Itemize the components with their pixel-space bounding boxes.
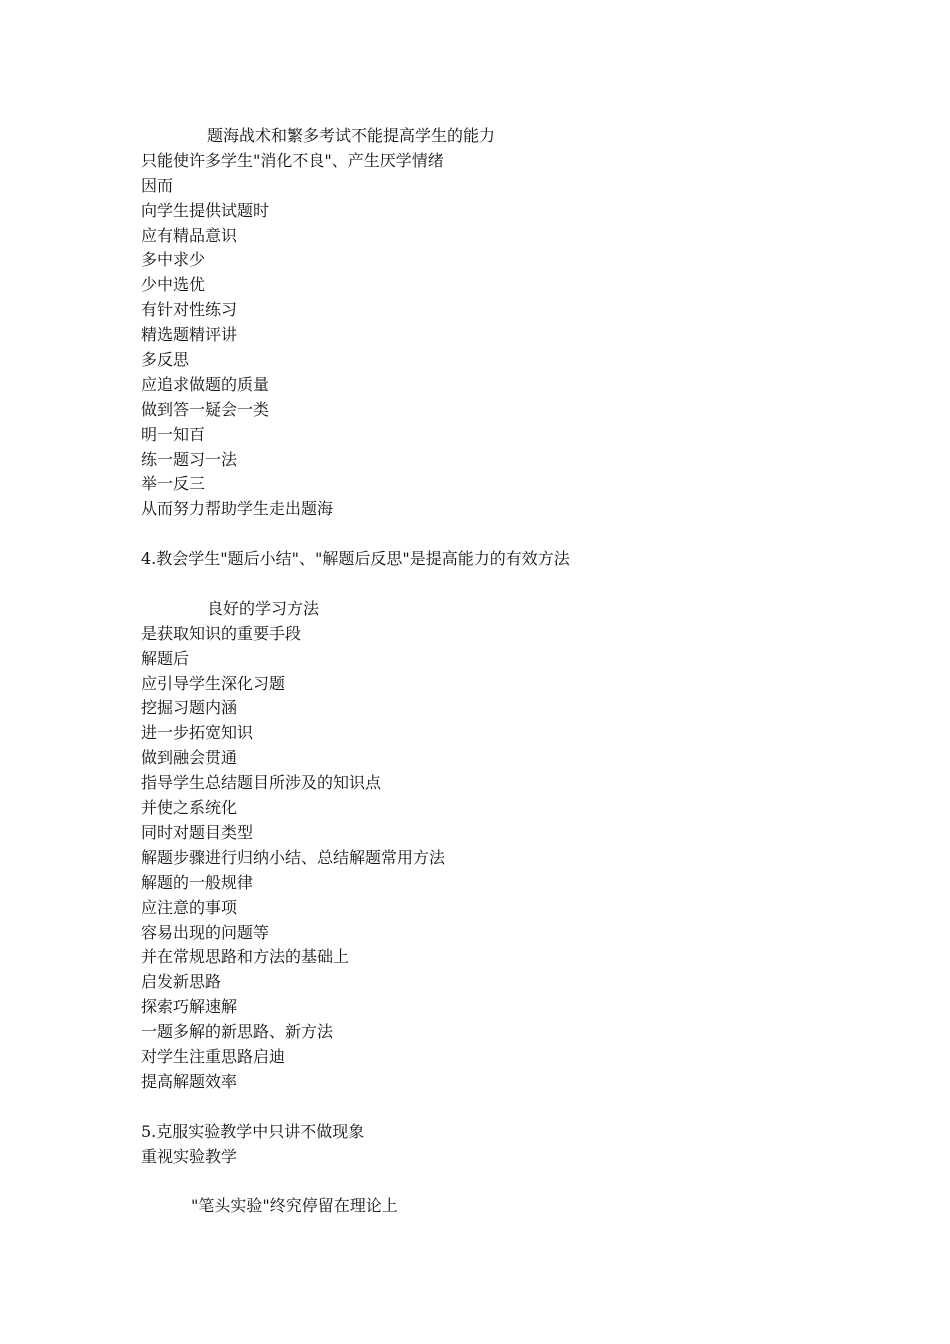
text-line: 多反思: [141, 350, 190, 370]
paragraph-lead: "笔头实验"终究停留在理论上: [191, 1196, 398, 1216]
text-line: 对学生注重思路启迪: [141, 1046, 286, 1066]
blank-line: [141, 522, 901, 547]
section-heading: 4.教会学生"题后小结"、"解题后反思"是提高能力的有效方法: [141, 549, 570, 569]
text-line: 进一步拓宽知识: [141, 723, 254, 743]
text-line: 多中求少: [141, 250, 206, 270]
text-line: 提高解题效率: [141, 1071, 238, 1091]
text-line: 少中选优: [141, 275, 206, 295]
text-line: 一题多解的新思路、新方法: [141, 1022, 334, 1042]
text-line: 因而: [141, 175, 174, 195]
text-line: 精选题精评讲: [141, 325, 238, 345]
text-line: 向学生提供试题时: [141, 200, 270, 220]
text-line: 挖掘习题内涵: [141, 698, 238, 718]
document-page: [141, 124, 901, 1219]
paragraph-lead: 题海战术和繁多考试不能提高学生的能力: [207, 126, 496, 145]
text-line: 练一题习一法: [141, 449, 238, 469]
text-line: 明一知百: [141, 424, 206, 444]
text-line: 启发新思路: [141, 972, 222, 992]
section-subheading: 重视实验教学: [141, 1146, 238, 1166]
text-line: 解题后: [141, 648, 190, 668]
text-line: 应有精品意识: [141, 225, 238, 245]
text-line: 是获取知识的重要手段: [141, 623, 302, 643]
blank-line: [141, 572, 901, 597]
text-line: 有针对性练习: [141, 300, 238, 320]
text-line: 应追求做题的质量: [141, 374, 270, 394]
text-line: 从而努力帮助学生走出题海: [141, 499, 334, 519]
text-line: 同时对题目类型: [141, 822, 254, 842]
text-line: 指导学生总结题目所涉及的知识点: [141, 773, 382, 793]
text-line: 做到融会贯通: [141, 748, 238, 768]
text-line: 应引导学生深化习题: [141, 673, 286, 693]
text-line: 并使之系统化: [141, 798, 238, 818]
text-line: 做到答一疑会一类: [141, 399, 270, 419]
paragraph-lead: 良好的学习方法: [207, 598, 320, 618]
section-heading: 5.克服实验教学中只讲不做现象: [141, 1121, 365, 1141]
text-line: 只能使许多学生"消化不良"、产生厌学情绪: [141, 150, 444, 170]
text-line: 容易出现的问题等: [141, 922, 270, 942]
text-line: 并在常规思路和方法的基础上: [141, 947, 350, 967]
text-line: 解题步骤进行归纳小结、总结解题常用方法: [141, 847, 446, 867]
blank-line: [141, 1095, 901, 1120]
blank-line: [141, 1169, 901, 1194]
text-line: 举一反三: [141, 474, 206, 494]
text-line: 解题的一般规律: [141, 872, 254, 892]
text-line: 探索巧解速解: [141, 997, 238, 1017]
text-line: 应注意的事项: [141, 897, 238, 917]
